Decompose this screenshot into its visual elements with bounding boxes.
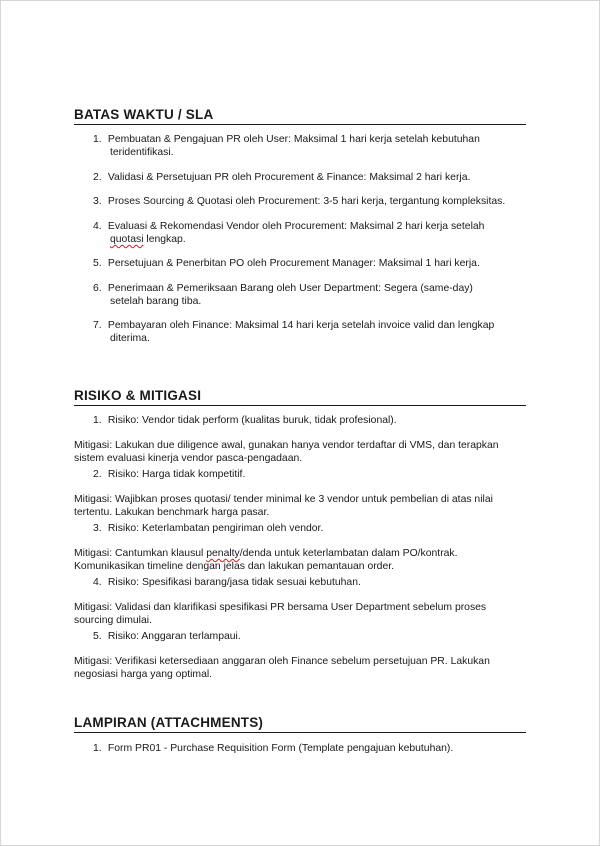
risk-item-5 [93, 631, 529, 644]
mitigation-line: negosiasi harga yang optimal. [74, 668, 213, 680]
mitigation-line: sourcing dimulai. [74, 614, 152, 626]
mitigation-line: /denda untuk keterlambatan dalam PO/kontrak. [239, 548, 458, 559]
sla-item-4 [93, 221, 529, 247]
heading-attachments: LAMPIRAN (ATTACHMENTS) [74, 715, 526, 733]
mitigation-line: Mitigasi: Verifikasi ketersediaan anggaran oleh Finance sebelum persetujuan PR. Lakukan [74, 656, 490, 667]
mitigation-5 [74, 656, 530, 682]
list-number: 2. [93, 469, 102, 480]
list-number: 1. [93, 415, 102, 426]
mitigation-line: Mitigasi: Lakukan due diligence awal, gunakan hanya vendor terdaftar di VMS, dan terapkan [74, 440, 499, 451]
list-text: Persetujuan & Penerbitan PO oleh Procurement Manager: Maksimal 1 hari kerja. [107, 258, 480, 269]
list-number: 1. [93, 743, 102, 754]
spellcheck-word: penalty [206, 548, 240, 559]
list-number: 1. [93, 134, 102, 145]
risk-text: Risiko: Vendor tidak perform (kualitas buruk, tidak profesional). [107, 415, 397, 426]
sla-item-3 [93, 196, 529, 209]
list-text: Pembuatan & Pengajuan PR oleh User: Maksimal 1 hari kerja setelah kebutuhan [107, 134, 480, 145]
mitigation-line: tertentu. Lakukan benchmark harga pasar. [74, 506, 270, 518]
mitigation-line: Komunikasikan timeline dengan jelas dan lakukan pemantauan order. [74, 560, 395, 572]
heading-sla: BATAS WAKTU / SLA [74, 107, 526, 125]
sla-item-2 [93, 172, 529, 185]
list-number: 3. [93, 196, 102, 207]
list-number: 4. [93, 577, 102, 588]
risk-text: Risiko: Anggaran terlampaui. [107, 631, 241, 642]
attachment-item-1 [93, 743, 529, 756]
list-number: 7. [93, 320, 102, 331]
mitigation-3 [74, 548, 530, 574]
list-text-cont: diterima. [110, 332, 150, 344]
list-number: 5. [93, 631, 102, 642]
sla-item-7 [93, 320, 529, 346]
risk-item-3 [93, 523, 529, 536]
risk-text: Risiko: Keterlambatan pengiriman oleh vendor. [107, 523, 324, 534]
list-text: Proses Sourcing & Quotasi oleh Procurement: 3-5 hari kerja, tergantung kompleksitas. [107, 196, 506, 207]
list-number: 3. [93, 523, 102, 534]
mitigation-line: Mitigasi: Wajibkan proses quotasi/ tender minimal ke 3 vendor untuk pembelian di atas nilai [74, 494, 493, 505]
spellcheck-word: quotasi [110, 233, 144, 245]
list-text: Evaluasi & Rekomendasi Vendor oleh Procurement: Maksimal 2 hari kerja setelah [107, 221, 485, 232]
list-text: Pembayaran oleh Finance: Maksimal 14 hari kerja setelah invoice valid dan lengkap [107, 320, 495, 331]
risk-item-4 [93, 577, 529, 590]
mitigation-line: sistem evaluasi kinerja vendor pasca-pengadaan. [74, 452, 303, 464]
list-text: Validasi & Persetujuan PR oleh Procurement & Finance: Maksimal 2 hari kerja. [107, 172, 471, 183]
list-number: 4. [93, 221, 102, 232]
list-text-cont: lengkap. [143, 233, 186, 245]
risk-item-1 [93, 415, 529, 428]
mitigation-1 [74, 440, 530, 466]
mitigation-4 [74, 602, 530, 628]
mitigation-line: Mitigasi: Validasi dan klarifikasi spesifikasi PR bersama User Department sebelum proses [74, 602, 487, 613]
list-text: Form PR01 - Purchase Requisition Form (Template pengajuan kebutuhan). [107, 743, 454, 754]
sla-item-5 [93, 258, 529, 271]
list-text-cont: setelah barang tiba. [110, 295, 202, 307]
mitigation-2 [74, 494, 530, 520]
list-number: 6. [93, 283, 102, 294]
list-text-cont: teridentifikasi. [110, 146, 174, 158]
heading-risk: RISIKO & MITIGASI [74, 388, 526, 406]
mitigation-line: Mitigasi: Cantumkan klausul [74, 548, 207, 559]
list-number: 2. [93, 172, 102, 183]
sla-item-1 [93, 134, 529, 160]
risk-item-2 [93, 469, 529, 482]
sla-item-6 [93, 283, 529, 309]
risk-text: Risiko: Harga tidak kompetitif. [107, 469, 246, 480]
list-text: Penerimaan & Pemeriksaan Barang oleh User Department: Segera (same-day) [107, 283, 473, 294]
risk-text: Risiko: Spesifikasi barang/jasa tidak sesuai kebutuhan. [107, 577, 361, 588]
list-number: 5. [93, 258, 102, 269]
